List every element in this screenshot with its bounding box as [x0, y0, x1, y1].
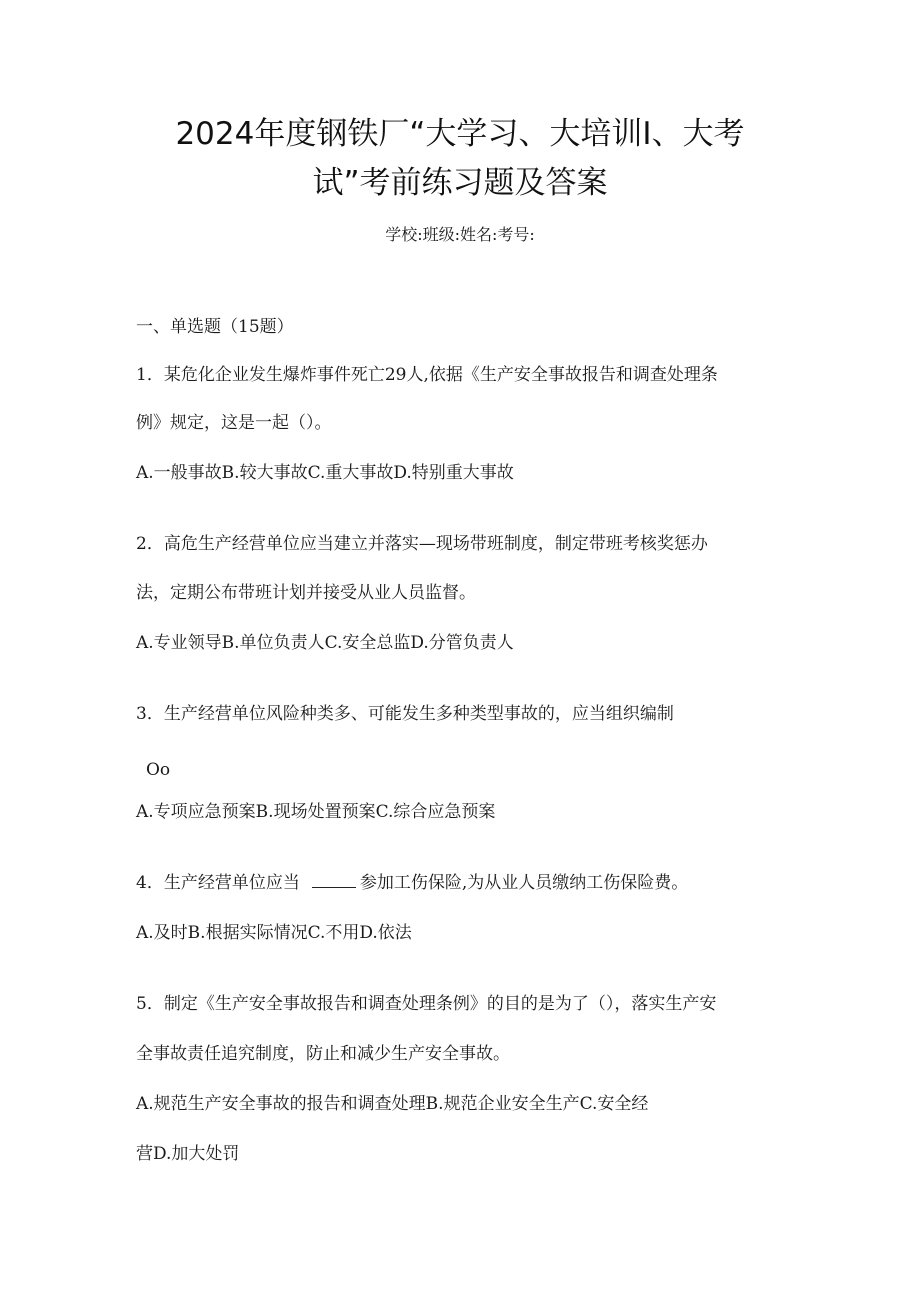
document-title-line-2: 试”考前练习题及答案 — [312, 165, 608, 201]
question-3-options: A.专项应急预案B.现场处置预案C.综合应急预案 — [136, 802, 496, 822]
answer-blank — [312, 873, 356, 888]
question-5-options-line-2: 营D.加大处罚 — [136, 1144, 240, 1164]
question-1-stem-line-2: 例》规定，这是一起（）。 — [136, 413, 332, 433]
question-4-stem-part-2: 参加工伤保险,为从业人员缴纳工伤保险费。 — [359, 873, 689, 893]
question-5-stem-line-2: 全事故责任追究制度，防止和减少生产安全事故。 — [136, 1044, 510, 1064]
question-4-options: A.及时B.根据实际情况C.不用D.依法 — [136, 923, 412, 943]
section-heading: 一、单选题（15题） — [136, 317, 294, 337]
document-title-line-1: 2024年度钢铁厂“大学习、大培训I、大考 — [175, 116, 745, 152]
question-5-stem-line-1: 5．制定《生产安全事故报告和调查处理条例》的目的是为了（），落实生产安 — [136, 994, 717, 1014]
student-info-line: 学校:班级:姓名:考号: — [385, 225, 535, 244]
question-1-options: A.一般事故B.较大事故C.重大事故D.特别重大事故 — [136, 463, 514, 483]
question-5-options-line-1: A.规范生产安全事故的报告和调查处理B.规范企业安全生产C.安全经 — [136, 1094, 649, 1114]
question-3-stem-line-1: 3．生产经营单位风险种类多、可能发生多种类型事故的，应当组织编制 — [136, 704, 674, 724]
question-2-options: A.专业领导B.单位负责人C.安全总监D.分管负责人 — [136, 633, 514, 653]
question-4-stem — [136, 870, 688, 896]
question-1-stem-line-1: 1．某危化企业发生爆炸事件死亡29人,依据《生产安全事故报告和调查处理条 — [136, 365, 718, 385]
question-4-stem-part-1: 4．生产经营单位应当 — [136, 873, 300, 893]
question-2-stem-line-2: 法，定期公布带班计划并接受从业人员监督。 — [136, 583, 476, 603]
question-2-stem-line-1: 2．高危生产经营单位应当建立并落实—现场带班制度，制定带班考核奖惩办 — [136, 534, 708, 554]
question-3-stem-line-2: Oo — [146, 760, 171, 780]
